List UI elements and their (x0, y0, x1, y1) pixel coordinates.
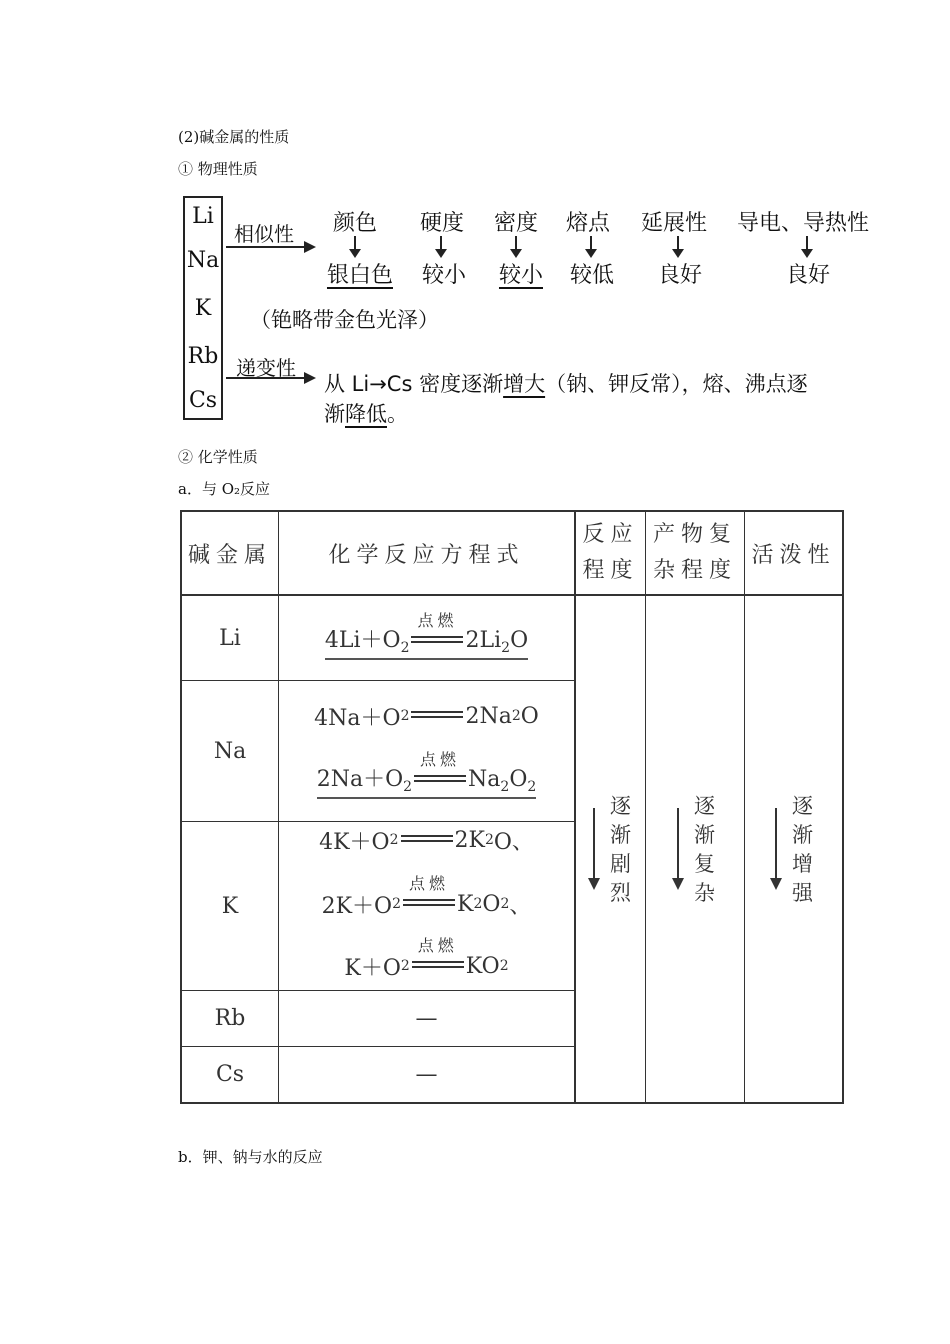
degree-trend-char-4: 烈 (610, 881, 631, 905)
element-na: Na (186, 248, 220, 273)
gradient-label: 递变性 (236, 356, 296, 380)
element-k: K (194, 296, 212, 321)
table-border-right (842, 510, 844, 1104)
activity-trend-char-2: 渐 (792, 823, 813, 847)
element-cs: Cs (188, 388, 218, 413)
cesium-note: （铯略带金色光泽） (250, 308, 439, 332)
gradient-text-increase: 增大 (503, 372, 546, 396)
property-value-density: 较小 (498, 263, 543, 288)
activity-trend-char-1: 逐 (792, 794, 813, 818)
property-value-conductivity: 良好 (785, 263, 830, 288)
gradient-text-line2-prefix: 渐 (324, 402, 345, 426)
physical-properties-title: ① 物理性质 (178, 160, 258, 178)
header-metal: 碱金属 (187, 542, 272, 568)
similarity-arrow-line (226, 246, 306, 248)
gradient-text-prefix: 从 Li→Cs 密度逐渐 (324, 372, 504, 396)
property-name-melting-point: 熔点 (565, 211, 610, 236)
condition-ignite-li: 点燃 (417, 610, 458, 630)
section-title: (2)碱金属的性质 (178, 128, 290, 146)
activity-trend-char-4: 强 (792, 881, 813, 905)
element-li: Li (192, 204, 214, 229)
equation-li: $4Li+O_2$ 点燃 $2Li_2O$ (279, 616, 574, 666)
condition-ignite-na: 点燃 (420, 749, 461, 769)
gradient-text-decrease: 降低 (345, 402, 387, 426)
header-product-complexity-line1: 产物复 (652, 522, 737, 547)
arrow-ductility (677, 236, 679, 250)
property-name-hardness: 硬度 (419, 211, 464, 236)
row-metal-li: Li (219, 625, 241, 651)
property-name-density: 密度 (493, 211, 538, 236)
similarity-arrow-head (304, 241, 316, 253)
arrow-conductivity (806, 236, 808, 250)
gradient-text-line1 (324, 368, 808, 398)
equation-k-3: K＋O 2 点燃 KO 2 (279, 946, 574, 986)
row-metal-k: K (221, 893, 239, 919)
property-value-hardness: 较小 (421, 263, 466, 288)
arrow-density (515, 236, 517, 250)
arrow-hardness (440, 236, 442, 250)
equation-k-1: 4K＋O 2 2K 2 O、 (319, 827, 534, 855)
condition-ignite-k2: 点燃 (409, 874, 450, 893)
equation-na-2: $2Na+O_2$ 点燃 $Na_2O_2$ (279, 758, 574, 802)
equation-k-2: 2K＋O 2 点燃 K 2 O 2 、 (279, 884, 574, 924)
chemical-properties-title: ② 化学性质 (178, 448, 258, 466)
water-reaction-title: b．钾、钠与水的反应 (178, 1148, 323, 1166)
property-name-color: 颜色 (332, 211, 377, 236)
header-product-complexity (646, 512, 744, 594)
table-header-divider (180, 594, 844, 596)
degree-trend-text (610, 792, 634, 908)
complexity-trend-char-4: 杂 (694, 881, 715, 905)
row-metal-cs: Cs (215, 1062, 245, 1087)
header-reaction-degree (576, 512, 645, 594)
complexity-trend-arrow (677, 808, 679, 884)
equation-na-1: 4Na＋O 2 2Na 2 O (314, 703, 539, 731)
header-reaction-degree-line2: 程度 (582, 558, 639, 583)
gradient-text-suffix: 。 (387, 402, 408, 426)
activity-trend-text (792, 792, 816, 908)
equation-rb: — (415, 1006, 438, 1031)
property-value-ductility: 良好 (657, 263, 702, 288)
table-divider-v3 (645, 510, 646, 1104)
arrow-melting-point (590, 236, 592, 250)
activity-trend-arrow (775, 808, 777, 884)
gradient-arrow-head (304, 372, 316, 384)
row-metal-na: Na (213, 738, 247, 764)
gradient-text-line2 (324, 398, 408, 428)
row-metal-rb: Rb (214, 1006, 246, 1031)
activity-trend-char-3: 增 (792, 852, 813, 876)
property-value-melting-point: 较低 (569, 263, 614, 288)
oxygen-reaction-table (180, 510, 844, 1104)
equation-cs: — (415, 1062, 438, 1087)
degree-trend-arrow (593, 808, 595, 884)
degree-trend-char-1: 逐 (610, 794, 631, 818)
header-activity: 活泼性 (751, 542, 836, 568)
header-equation: 化学反应方程式 (328, 542, 525, 568)
element-rb: Rb (187, 344, 219, 369)
complexity-trend-char-3: 复 (694, 852, 715, 876)
degree-trend-char-3: 剧 (610, 852, 631, 876)
header-reaction-degree-line1: 反应 (582, 522, 639, 547)
degree-trend-char-2: 渐 (610, 823, 631, 847)
oxygen-reaction-title: a．与 O₂反应 (178, 480, 271, 498)
gradient-arrow-line (226, 377, 306, 379)
property-value-color: 银白色 (326, 263, 393, 288)
table-divider-v2 (574, 510, 576, 1104)
condition-ignite-k3: 点燃 (417, 936, 458, 955)
similarity-label: 相似性 (234, 222, 294, 246)
table-divider-v4 (744, 510, 745, 1104)
gradient-text-middle: （钠、钾反常），熔、沸点逐 (545, 372, 808, 396)
complexity-trend-char-2: 渐 (694, 823, 715, 847)
element-list-box (183, 196, 223, 420)
property-name-ductility: 延展性 (640, 211, 707, 236)
complexity-trend-char-1: 逐 (694, 794, 715, 818)
property-name-conductivity: 导电、导热性 (736, 211, 869, 236)
arrow-color (354, 236, 356, 250)
complexity-trend-text (694, 792, 718, 908)
header-product-complexity-line2: 杂程度 (652, 558, 737, 583)
